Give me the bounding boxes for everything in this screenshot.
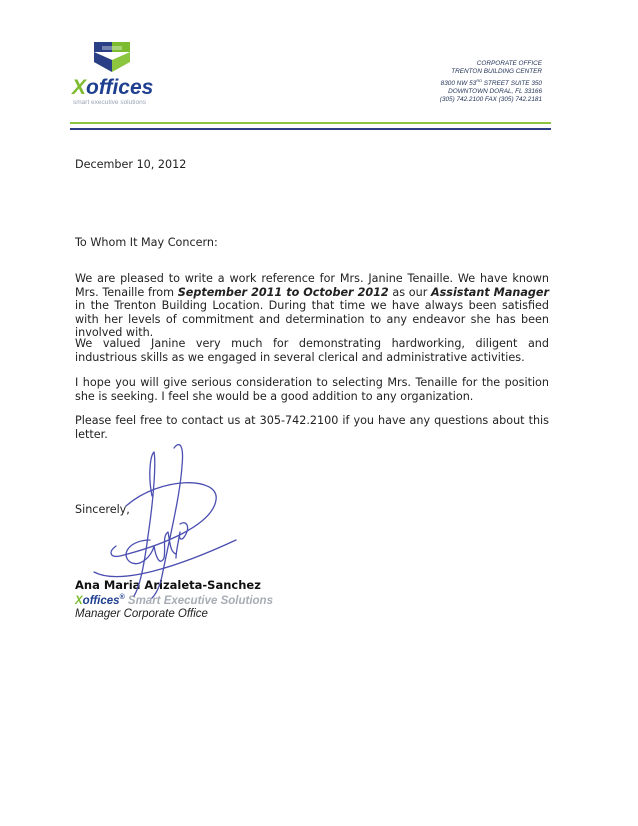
logo-wordmark: Xoffices bbox=[72, 76, 154, 99]
paragraph-2: We valued Janine very much for demonstrating hardworking, diligent and industrious skills as we engaged in several clerical and administrative activities. bbox=[75, 337, 549, 364]
green-divider bbox=[70, 122, 551, 124]
signer-title: Manager Corporate Office bbox=[75, 608, 208, 620]
handwritten-signature bbox=[90, 436, 250, 611]
corporate-line: (305) 742.2100 FAX (305) 742.2181 bbox=[439, 96, 542, 104]
corporate-address bbox=[440, 60, 542, 105]
corporate-line: CORPORATE OFFICE bbox=[476, 60, 542, 67]
signer-name: Ana Maria Arizaleta-Sanchez bbox=[75, 578, 261, 592]
corporate-line: 8300 NW 53RD STREET SUITE 350 bbox=[440, 77, 542, 87]
corporate-line: TRENTON BUILDING CENTER bbox=[451, 68, 542, 76]
letter-date: December 10, 2012 bbox=[75, 158, 187, 171]
job-position: Assistant Manager bbox=[430, 285, 549, 299]
salutation: To Whom It May Concern: bbox=[75, 236, 218, 249]
employment-period: September 2011 to October 2012 bbox=[177, 285, 389, 299]
signer-company: Xoffices® Smart Executive Solutions bbox=[75, 594, 273, 607]
logo-cube-icon bbox=[90, 40, 134, 76]
logo-tagline: smart executive solutions bbox=[73, 99, 146, 106]
paragraph-4: Please feel free to contact us at 305-742.2100 if you have any questions about this letter. bbox=[75, 414, 549, 441]
closing: Sincerely, bbox=[75, 503, 130, 516]
paragraph-1: We are pleased to write a work reference for Mrs. Janine Tenaille. We have known Mrs. Tenaille from September 2011 to October 2012 as our Assistant Manager in the Trenton Building Location. During that time we have always been satisfied with her levels of commitment and determination to any endeavor she has been involved with. bbox=[75, 272, 549, 340]
blue-divider bbox=[70, 128, 551, 130]
company-logo bbox=[72, 40, 192, 106]
paragraph-3: I hope you will give serious consideration to selecting Mrs. Tenaille for the position she is seeking. I feel she would be a good addition to any organization. bbox=[75, 376, 549, 403]
corporate-line: DOWNTOWN DORAL, FL 33166 bbox=[448, 88, 542, 96]
